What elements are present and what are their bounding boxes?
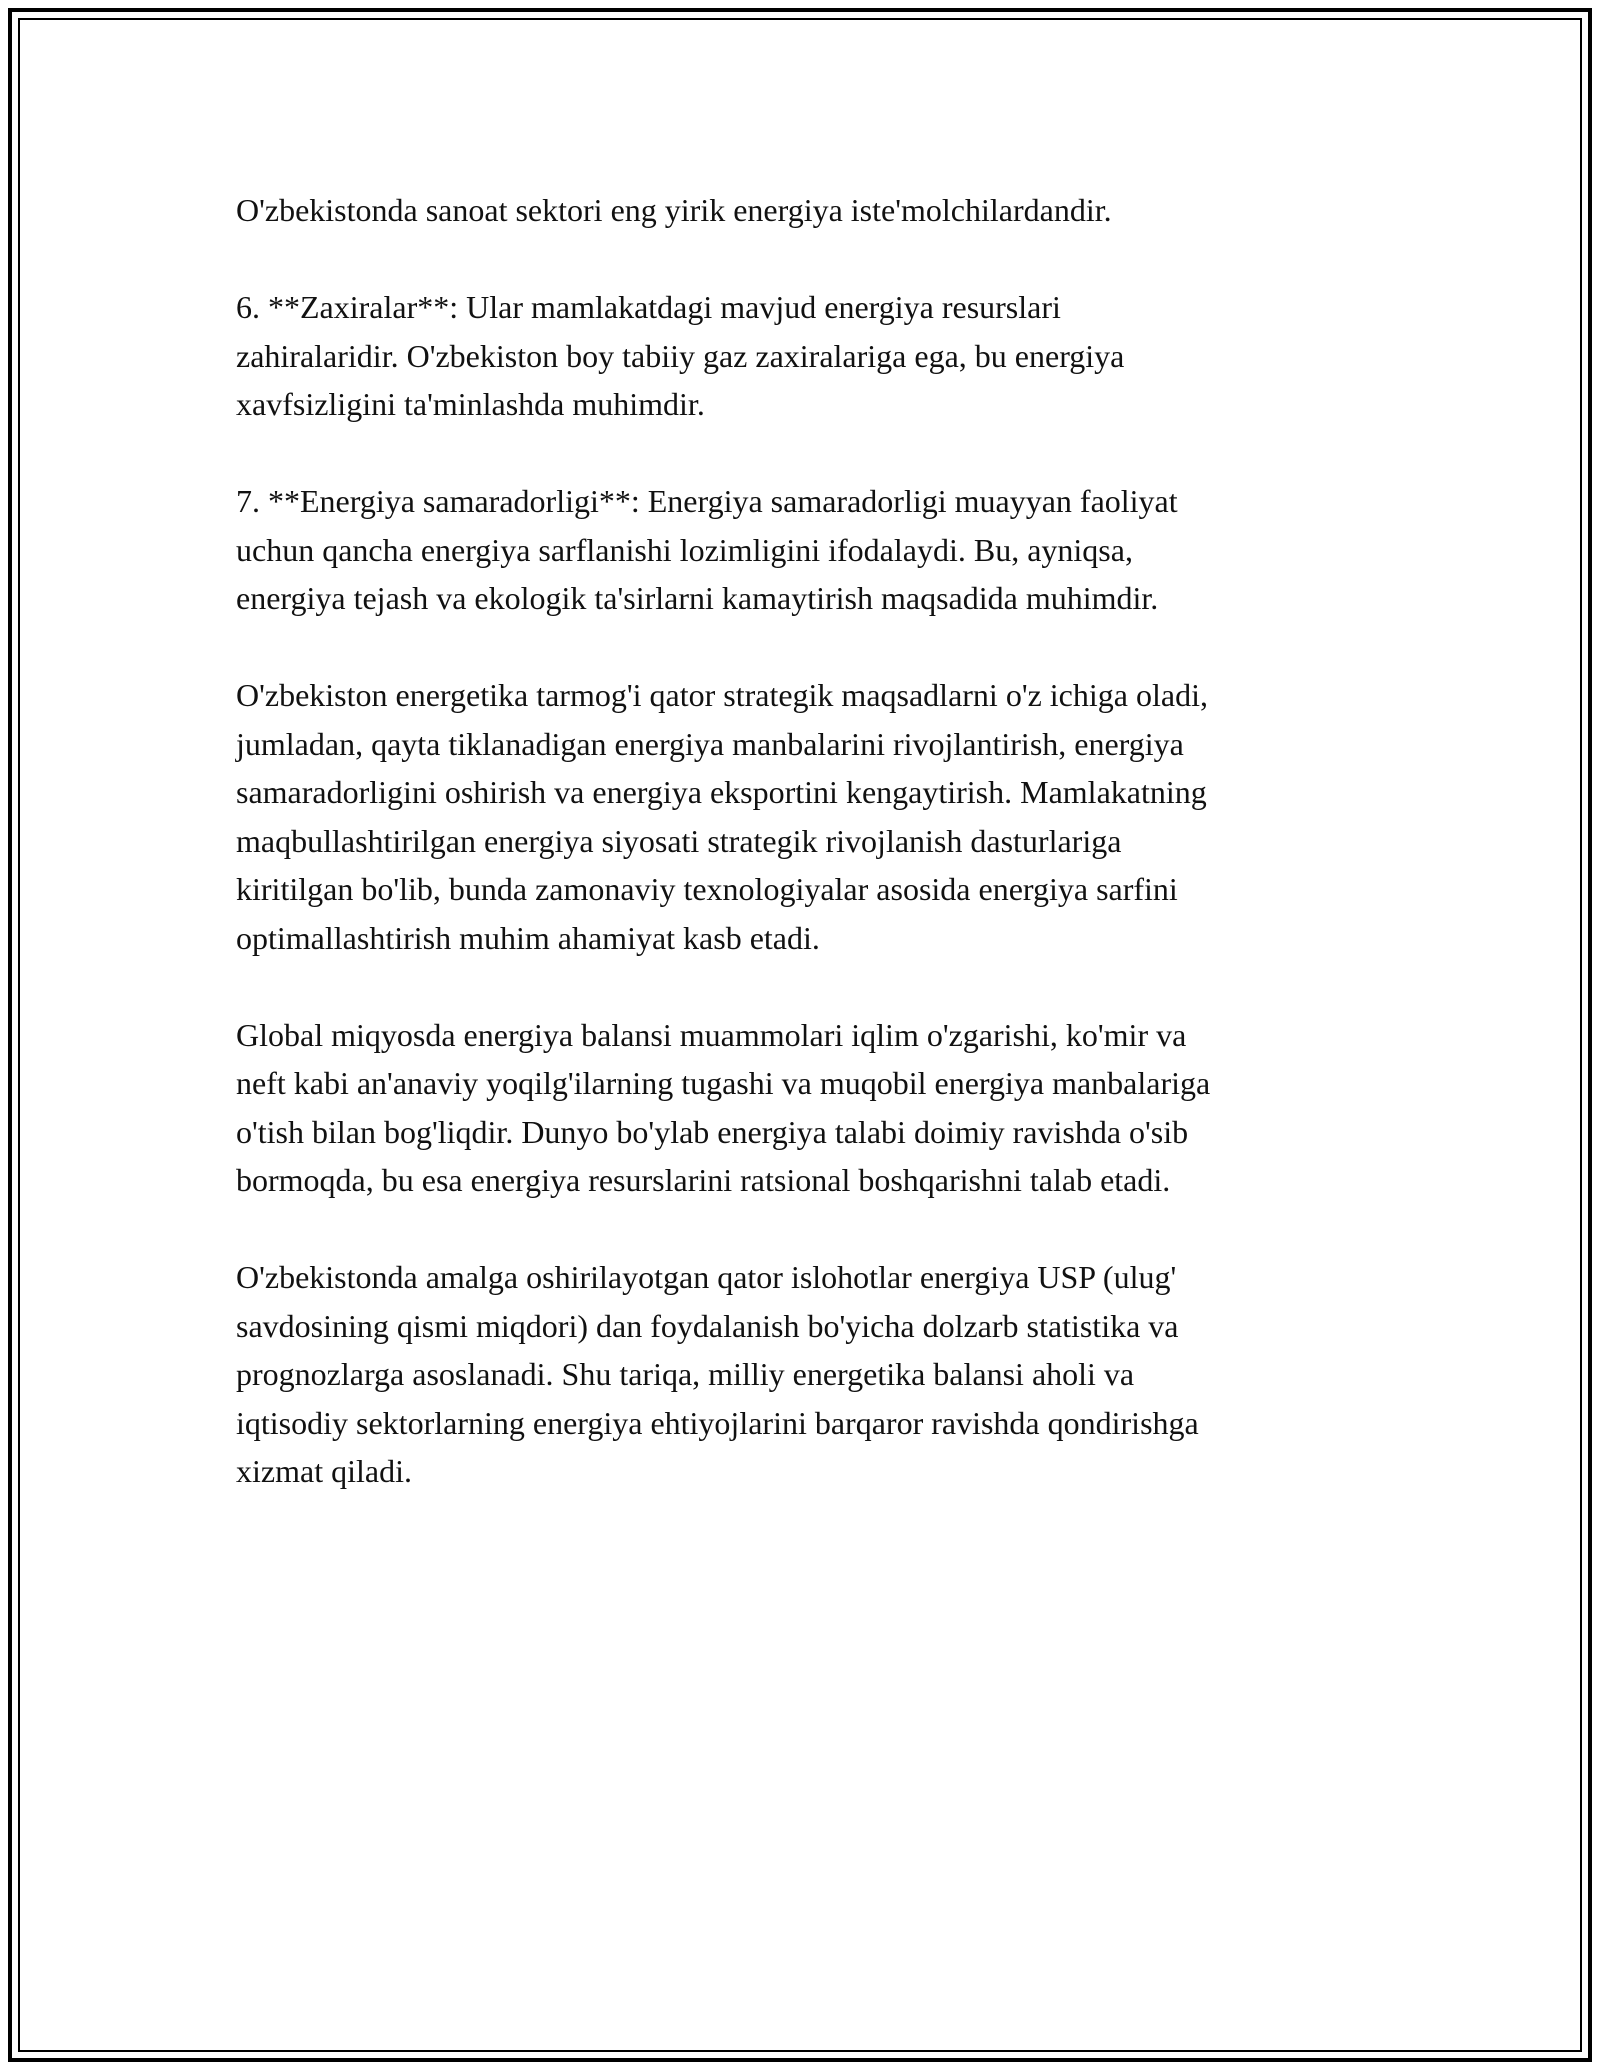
text-line: bormoqda, bu esa energiya resurslarini ratsional boshqarishni talab etadi.: [236, 1162, 1171, 1198]
text-line: O'zbekistonda amalga oshirilayotgan qator islohotlar energiya USP (ulug': [236, 1259, 1177, 1295]
text-line: O'zbekiston energetika tarmog'i qator strategik maqsadlarni o'z ichiga oladi,: [236, 677, 1208, 713]
text-line: iqtisodiy sektorlarning energiya ehtiyojlarini barqaror ravishda qondirishga: [236, 1404, 1199, 1441]
text-line: xavfsizligini ta'minlashda muhimdir.: [236, 386, 705, 422]
text-line: optimallashtirish muhim ahamiyat kasb etadi.: [236, 919, 820, 956]
text-line: prognozlarga asoslanadi. Shu tariqa, milliy energetika balansi aholi va: [236, 1356, 1135, 1392]
paragraph-reforms: [236, 1253, 1376, 1496]
paragraph-global-balance: [236, 1011, 1376, 1205]
text-line: O'zbekistonda sanoat sektori eng yirik energiya iste'molchilardandir.: [236, 192, 1112, 228]
text-line: uchun qancha energiya sarflanishi lozimligini ifodalaydi. Bu, ayniqsa,: [236, 531, 1133, 568]
paragraph-reserves: [236, 283, 1376, 429]
document-body: [236, 186, 1376, 1544]
text-line: zahiralaridir. O'zbekiston boy tabiiy gaz zaxiralariga ega, bu energiya: [236, 337, 1125, 374]
paragraph-strategic-goals: [236, 671, 1376, 962]
text-line: energiya tejash va ekologik ta'sirlarni kamaytirish maqsadida muhimdir.: [236, 580, 1159, 616]
text-line: samaradorligini oshirish va energiya eksportini kengaytirish. Mamlakatning: [236, 774, 1207, 810]
text-line: jumladan, qayta tiklanadigan energiya manbalarini rivojlantirish, energiya: [236, 725, 1184, 762]
text-line: 6. **Zaxiralar**: Ular mamlakatdagi mavjud energiya resurslari: [236, 289, 1061, 325]
paragraph-energy-efficiency: [236, 477, 1376, 623]
text-line: o'tish bilan bog'liqdir. Dunyo bo'ylab energiya talabi doimiy ravishda o'sib: [236, 1113, 1189, 1150]
text-line: Global miqyosda energiya balansi muammolari iqlim o'zgarishi, ko'mir va: [236, 1016, 1187, 1053]
text-line: xizmat qiladi.: [236, 1453, 412, 1489]
text-line: neft kabi an'anaviy yoqilg'ilarning tugashi va muqobil energiya manbalariga: [236, 1065, 1211, 1101]
text-line: kiritilgan bo'lib, bunda zamonaviy texnologiyalar asosida energiya sarfini: [236, 871, 1178, 907]
text-line: maqbullashtirilgan energiya siyosati strategik rivojlanish dasturlariga: [236, 822, 1122, 859]
text-line: 7. **Energiya samaradorligi**: Energiya samaradorligi muayyan faoliyat: [236, 483, 1178, 519]
text-line: savdosining qismi miqdori) dan foydalanish bo'yicha dolzarb statistika va: [236, 1307, 1179, 1344]
paragraph-industry-consumers: [236, 186, 1376, 235]
